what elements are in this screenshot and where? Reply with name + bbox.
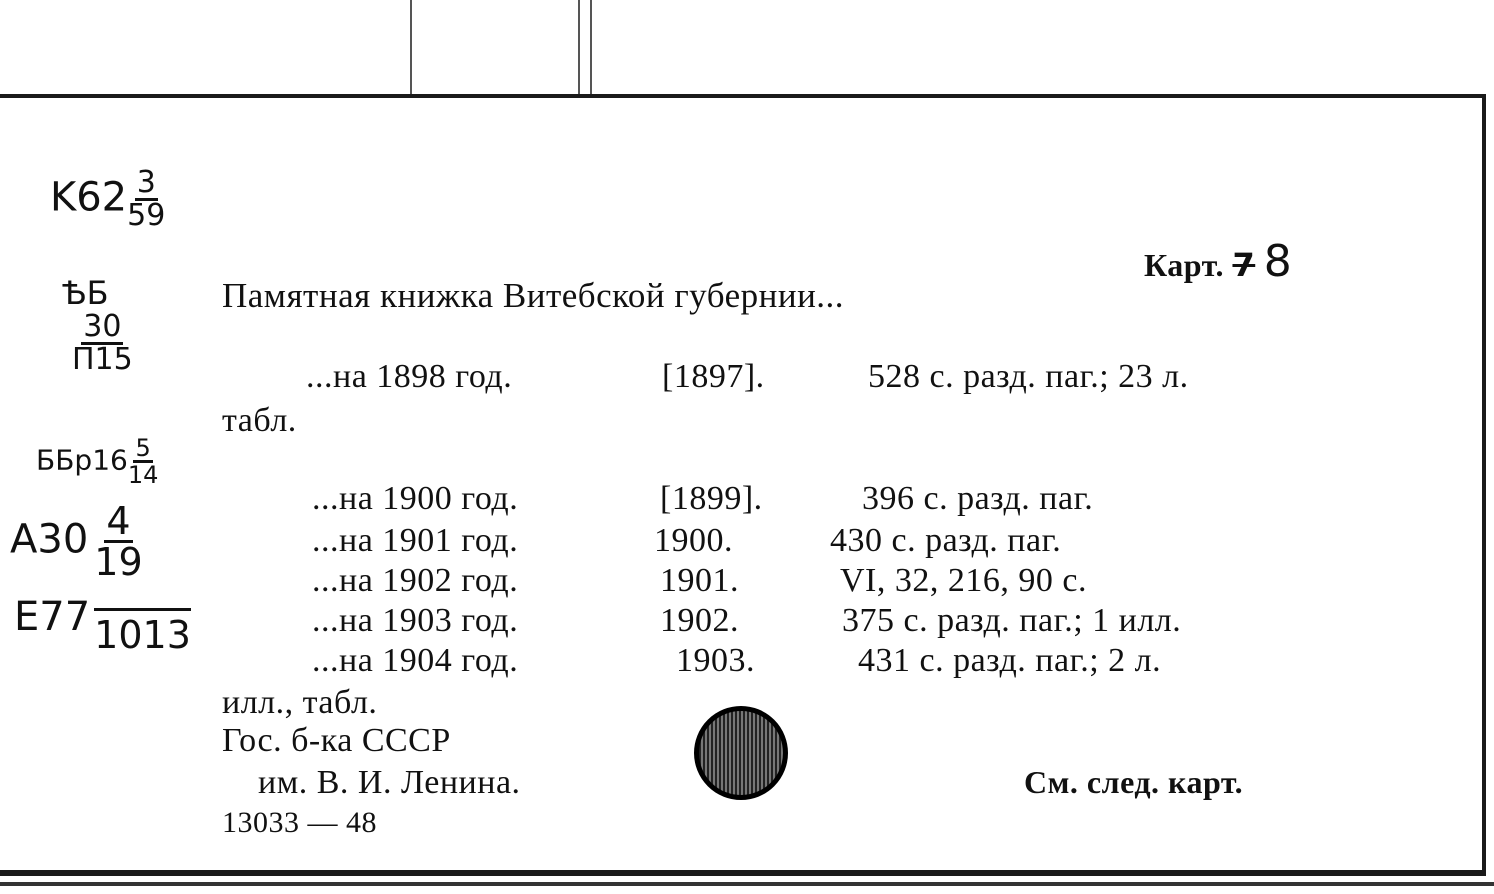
entry-pub: [1899]. [660,480,763,517]
card-old-number: 7 [1232,246,1256,284]
punch-hole [694,706,788,800]
shelfmark-prefix: K62 [50,174,128,221]
entry-desc: 528 с. разд. паг.; 23 л. [868,358,1189,395]
shelfmark-numerator: 5 [135,434,151,462]
shelfmark-3 [36,436,158,487]
entry-pub: 1903. [676,642,755,679]
entry-year: ...на 1904 год. [312,642,519,679]
card-new-number: 8 [1263,236,1293,287]
shelfmark-denominator: 1013 [94,608,191,657]
top-edge [0,0,1494,96]
entry-desc: 396 с. разд. паг. [862,480,1094,517]
entry-desc: VI, 32, 216, 90 с. [840,562,1087,599]
shelfmark-numerator: 30 [83,309,122,344]
card-title: Памятная книжка Витебской губернии... [222,276,845,315]
card-code: 13033 — 48 [222,806,377,839]
entry-continuation: илл., табл. [222,684,378,721]
see-next-card: См. след. карт. [1024,764,1244,800]
shelfmark-prefix: A30 [10,516,89,563]
edge-line [578,0,580,96]
entry-year: ...на 1901 год. [312,522,519,559]
edge-line [590,0,592,96]
entry-pub: [1897]. [662,358,765,395]
entry-year: ...на 1903 год. [312,602,519,639]
shelfmark-denominator: 59 [127,198,166,233]
entry-year: ...на 1900 год. [312,480,519,517]
entry-desc: 431 с. разд. паг.; 2 л. [858,642,1162,679]
shelfmark-numerator: 4 [106,499,131,543]
entry-desc: 430 с. разд. паг. [830,522,1062,559]
entry-year: ...на 1898 год. [306,358,513,395]
entry-year: ...на 1902 год. [312,562,519,599]
shelfmark-prefix: E77 [14,594,91,640]
shelfmark-prefix: ББр16 [36,443,128,477]
entry-continuation: табл. [222,402,297,439]
shelfmark-line: ѢБ [62,274,109,312]
shelfmark-1 [50,165,166,233]
shelfmark-denominator: 14 [127,461,159,489]
shelfmark-denominator: П15 [72,342,133,377]
entry-desc: 375 с. разд. паг.; 1 илл. [842,602,1182,639]
card-label: Карт. [1144,247,1224,283]
shelfmark-5 [14,594,191,657]
shelfmark-denominator: 19 [94,540,143,584]
edge-bar [0,882,1494,886]
bottom-edge [0,878,1494,894]
shelfmark-4 [10,499,143,584]
library-line-1: Гос. б-ка СССР [222,722,451,759]
edge-line [410,0,412,96]
shelfmark-2 [62,274,133,375]
card-number [1144,236,1292,287]
entry-pub: 1901. [660,562,739,599]
shelfmark-numerator: 3 [136,165,156,200]
entry-pub: 1900. [654,522,733,559]
entry-pub: 1902. [660,602,739,639]
library-line-2: им. В. И. Ленина. [258,764,521,801]
